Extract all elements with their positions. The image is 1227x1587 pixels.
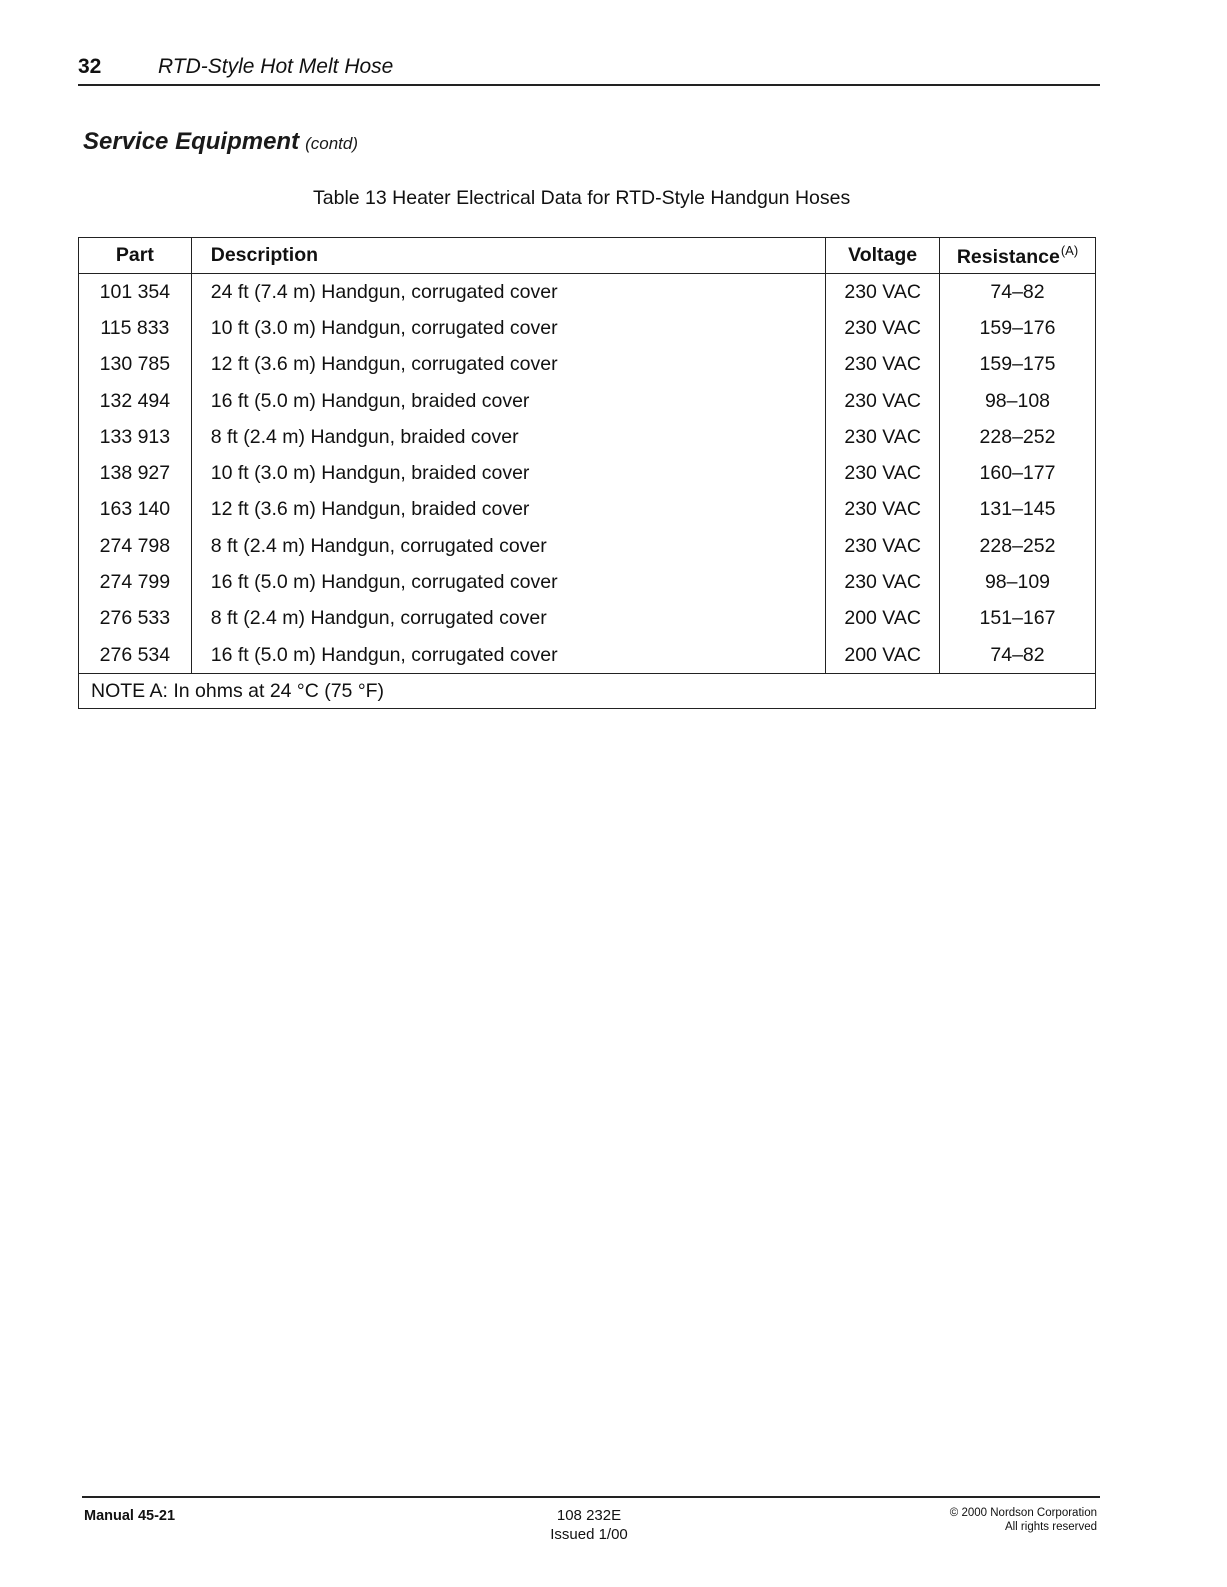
cell-description: 16 ft (5.0 m) Handgun, corrugated cover bbox=[191, 637, 826, 674]
cell-description: 24 ft (7.4 m) Handgun, corrugated cover bbox=[191, 274, 826, 311]
cell-voltage: 200 VAC bbox=[826, 601, 940, 637]
cell-resistance: 159–176 bbox=[940, 310, 1096, 346]
table-row bbox=[79, 274, 1096, 311]
cell-part: 276 534 bbox=[79, 637, 192, 674]
table-row bbox=[79, 310, 1096, 346]
cell-description: 12 ft (3.6 m) Handgun, corrugated cover bbox=[191, 347, 826, 383]
cell-voltage: 230 VAC bbox=[826, 492, 940, 528]
header-resistance-label: Resistance bbox=[956, 245, 1060, 268]
header-resistance bbox=[940, 238, 1096, 274]
table-note: NOTE A: In ohms at 24 °C (75 °F) bbox=[79, 674, 1096, 709]
cell-resistance: 74–82 bbox=[940, 274, 1096, 311]
table-row bbox=[79, 528, 1096, 564]
cell-description: 10 ft (3.0 m) Handgun, corrugated cover bbox=[191, 310, 826, 346]
cell-voltage: 200 VAC bbox=[826, 637, 940, 674]
header-part: Part bbox=[79, 238, 192, 274]
cell-description: 10 ft (3.0 m) Handgun, braided cover bbox=[191, 455, 826, 491]
cell-voltage: 230 VAC bbox=[826, 310, 940, 346]
cell-part: 276 533 bbox=[79, 601, 192, 637]
cell-part: 133 913 bbox=[79, 419, 192, 455]
table-row bbox=[79, 419, 1096, 455]
table-note-row bbox=[79, 674, 1096, 709]
cell-voltage: 230 VAC bbox=[826, 455, 940, 491]
footer-issued: Issued 1/00 bbox=[550, 1526, 628, 1543]
table-header-row bbox=[79, 238, 1096, 274]
cell-resistance: 98–108 bbox=[940, 383, 1096, 419]
footer-doc-number: 108 232E bbox=[556, 1507, 622, 1524]
cell-part: 138 927 bbox=[79, 455, 192, 491]
section-title: Service Equipment bbox=[83, 128, 300, 155]
table-row bbox=[79, 383, 1096, 419]
cell-part: 163 140 bbox=[79, 492, 192, 528]
resistance-note-ref: (A) bbox=[1060, 242, 1079, 258]
table-row bbox=[79, 564, 1096, 600]
table-row bbox=[79, 601, 1096, 637]
cell-voltage: 230 VAC bbox=[826, 564, 940, 600]
table-body bbox=[79, 274, 1096, 674]
table-row bbox=[79, 637, 1096, 674]
running-title: RTD-Style Hot Melt Hose bbox=[158, 55, 394, 78]
page-number: 32 bbox=[78, 55, 102, 78]
header-voltage: Voltage bbox=[826, 238, 940, 274]
footer-copyright: © 2000 Nordson Corporation bbox=[949, 1507, 1097, 1519]
cell-resistance: 98–109 bbox=[940, 564, 1096, 600]
header-description: Description bbox=[191, 238, 826, 274]
footer-manual: Manual 45-21 bbox=[84, 1508, 176, 1524]
table-row bbox=[79, 347, 1096, 383]
section-subtitle: (contd) bbox=[305, 134, 358, 153]
cell-resistance: 131–145 bbox=[940, 492, 1096, 528]
cell-voltage: 230 VAC bbox=[826, 528, 940, 564]
cell-description: 12 ft (3.6 m) Handgun, braided cover bbox=[191, 492, 826, 528]
cell-part: 115 833 bbox=[79, 310, 192, 346]
cell-description: 16 ft (5.0 m) Handgun, braided cover bbox=[191, 383, 826, 419]
table-row bbox=[79, 492, 1096, 528]
table-row bbox=[79, 455, 1096, 491]
page-header bbox=[78, 52, 1100, 86]
cell-description: 16 ft (5.0 m) Handgun, corrugated cover bbox=[191, 564, 826, 600]
cell-voltage: 230 VAC bbox=[826, 274, 940, 311]
cell-part: 274 798 bbox=[79, 528, 192, 564]
table-caption: Table 13 Heater Electrical Data for RTD-Style Handgun Hoses bbox=[313, 187, 851, 209]
cell-voltage: 230 VAC bbox=[826, 347, 940, 383]
footer-doc-info bbox=[489, 1506, 689, 1544]
cell-resistance: 159–175 bbox=[940, 347, 1096, 383]
cell-resistance: 228–252 bbox=[940, 419, 1096, 455]
section-heading bbox=[83, 128, 358, 156]
cell-description: 8 ft (2.4 m) Handgun, corrugated cover bbox=[191, 528, 826, 564]
cell-part: 274 799 bbox=[79, 564, 192, 600]
cell-part: 101 354 bbox=[79, 274, 192, 311]
cell-description: 8 ft (2.4 m) Handgun, corrugated cover bbox=[191, 601, 826, 637]
cell-part: 132 494 bbox=[79, 383, 192, 419]
footer-rights: All rights reserved bbox=[1004, 1521, 1097, 1533]
cell-description: 8 ft (2.4 m) Handgun, braided cover bbox=[191, 419, 826, 455]
cell-resistance: 228–252 bbox=[940, 528, 1096, 564]
cell-resistance: 160–177 bbox=[940, 455, 1096, 491]
footer-rule bbox=[82, 1496, 1100, 1498]
cell-voltage: 230 VAC bbox=[826, 383, 940, 419]
heater-data-table bbox=[78, 237, 1096, 709]
cell-voltage: 230 VAC bbox=[826, 419, 940, 455]
cell-part: 130 785 bbox=[79, 347, 192, 383]
cell-resistance: 74–82 bbox=[940, 637, 1096, 674]
footer-copyright-block bbox=[880, 1506, 1097, 1534]
cell-resistance: 151–167 bbox=[940, 601, 1096, 637]
